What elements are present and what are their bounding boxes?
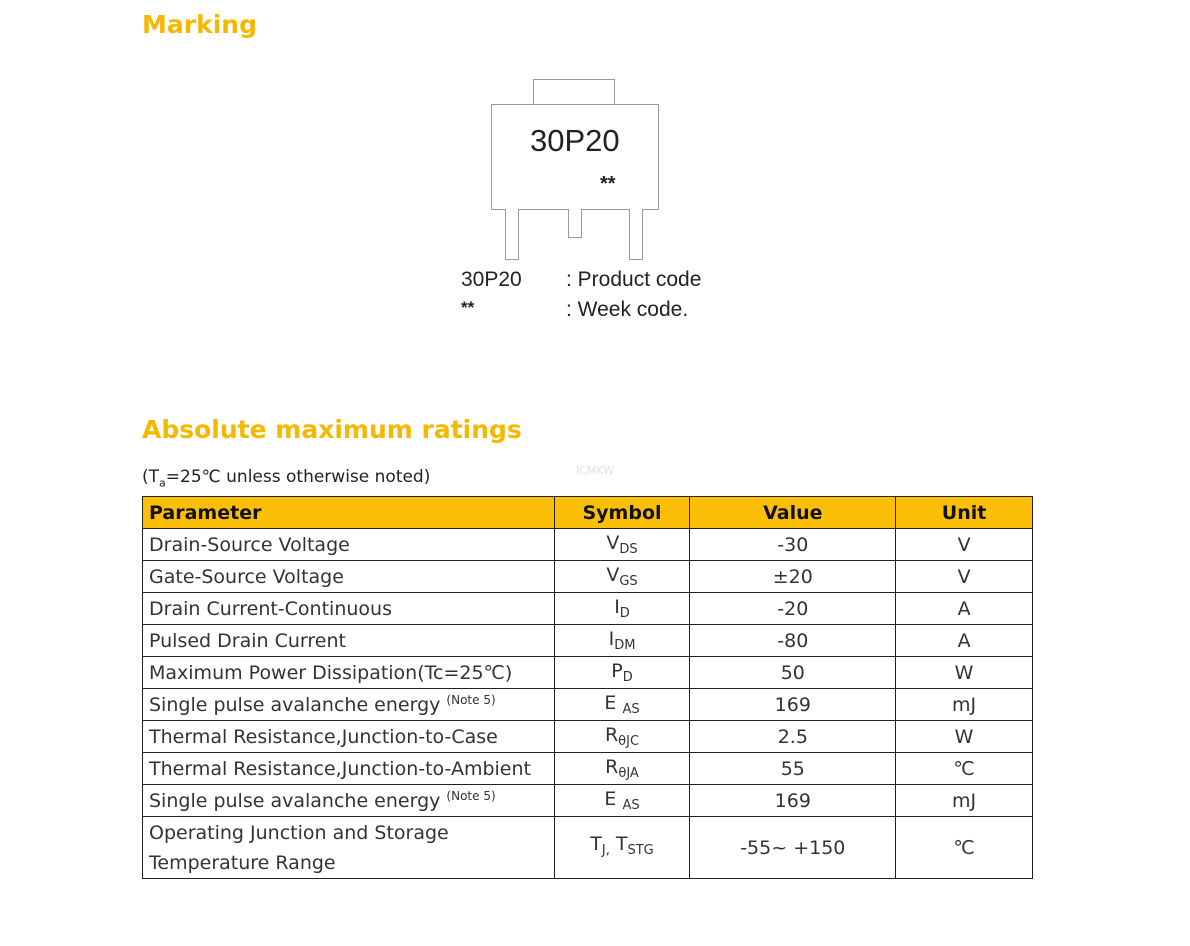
header-parameter: Parameter xyxy=(143,497,555,529)
table-header-row xyxy=(143,497,1033,529)
cell-unit: mJ xyxy=(896,689,1033,721)
legend-code-key: 30P20 xyxy=(461,268,522,291)
cell-symbol xyxy=(554,785,690,817)
symbol-sub: AS xyxy=(622,798,640,813)
table-row xyxy=(143,817,1033,879)
symbol-sub: AS xyxy=(622,702,640,717)
cell-unit: V xyxy=(896,561,1033,593)
cell-unit: A xyxy=(896,625,1033,657)
package-week-mark: ** xyxy=(600,173,616,195)
cell-parameter: Gate-Source Voltage xyxy=(143,561,555,593)
cell-symbol xyxy=(554,657,690,689)
legend-week-value: : Week code. xyxy=(566,298,689,321)
cell-value: -30 xyxy=(690,529,896,561)
symbol-sub: D xyxy=(622,670,633,685)
legend-code-value: : Product code xyxy=(566,268,702,291)
package-lead-middle xyxy=(568,209,582,238)
symbol-sub-2: STG xyxy=(627,843,654,858)
symbol-main: I xyxy=(614,596,620,618)
symbol-main-2: T xyxy=(615,833,628,855)
header-symbol: Symbol xyxy=(554,497,690,529)
symbol-main: T xyxy=(590,833,602,855)
conditions-suffix: =25℃ unless otherwise noted) xyxy=(165,467,431,487)
parameter-line-2: Temperature Range xyxy=(149,851,336,874)
marking-heading: Marking xyxy=(142,10,257,39)
parameter-text: Single pulse avalanche energy xyxy=(149,790,441,812)
cell-parameter: Drain-Source Voltage xyxy=(143,529,555,561)
package-lead-left xyxy=(505,209,519,260)
cell-value: -55~ +150 xyxy=(690,817,896,879)
conditions-note xyxy=(142,467,430,489)
symbol-main: V xyxy=(606,564,620,586)
table-row xyxy=(143,561,1033,593)
cell-parameter xyxy=(143,785,555,817)
conditions-sub: a xyxy=(159,476,166,490)
cell-value: ±20 xyxy=(690,561,896,593)
cell-value: 2.5 xyxy=(690,721,896,753)
symbol-main: I xyxy=(608,628,615,650)
symbol-sub: DM xyxy=(614,638,636,653)
table-row xyxy=(143,785,1033,817)
package-lead-right xyxy=(629,209,643,260)
table-row xyxy=(143,689,1033,721)
symbol-main: P xyxy=(611,660,623,682)
cell-parameter: Pulsed Drain Current xyxy=(143,625,555,657)
symbol-sub: θJC xyxy=(618,734,640,749)
header-unit: Unit xyxy=(896,497,1033,529)
note-reference: (Note 5) xyxy=(446,789,496,803)
cell-unit: W xyxy=(896,721,1033,753)
table-row xyxy=(143,625,1033,657)
symbol-main: E xyxy=(604,788,617,810)
symbol-sub: J, xyxy=(601,843,610,858)
cell-symbol xyxy=(554,753,690,785)
cell-symbol xyxy=(554,529,690,561)
cell-value: -20 xyxy=(690,593,896,625)
parameter-text: Single pulse avalanche energy xyxy=(149,694,441,716)
table-row xyxy=(143,593,1033,625)
cell-parameter: Maximum Power Dissipation(Tc=25℃) xyxy=(143,657,555,689)
symbol-sub: θJA xyxy=(618,766,639,781)
cell-unit: V xyxy=(896,529,1033,561)
symbol-main: V xyxy=(606,532,620,554)
cell-symbol xyxy=(554,721,690,753)
cell-unit: mJ xyxy=(896,785,1033,817)
cell-symbol xyxy=(554,689,690,721)
conditions-prefix: (T xyxy=(142,467,160,487)
note-reference: (Note 5) xyxy=(446,693,496,707)
parameter-line-1: Operating Junction and Storage xyxy=(149,821,449,844)
cell-value: -80 xyxy=(690,625,896,657)
symbol-main: R xyxy=(604,724,619,746)
cell-unit: A xyxy=(896,593,1033,625)
cell-symbol xyxy=(554,625,690,657)
table-row xyxy=(143,721,1033,753)
cell-symbol xyxy=(554,593,690,625)
symbol-main: R xyxy=(605,756,619,778)
symbol-sub: D xyxy=(619,606,630,621)
watermark: ICMKW xyxy=(576,464,615,477)
ratings-table xyxy=(142,496,1033,879)
ratings-heading: Absolute maximum ratings xyxy=(142,415,522,444)
cell-unit: W xyxy=(896,657,1033,689)
cell-parameter xyxy=(143,689,555,721)
cell-value: 55 xyxy=(690,753,896,785)
table-row xyxy=(143,753,1033,785)
cell-unit: ℃ xyxy=(896,817,1033,879)
table-row xyxy=(143,657,1033,689)
cell-parameter: Thermal Resistance,Junction-to-Ambient xyxy=(143,753,555,785)
cell-parameter: Thermal Resistance,Junction-to-Case xyxy=(143,721,555,753)
symbol-main: E xyxy=(604,692,617,714)
symbol-sub: GS xyxy=(619,574,638,589)
cell-value: 169 xyxy=(690,785,896,817)
cell-parameter: Drain Current-Continuous xyxy=(143,593,555,625)
cell-value: 50 xyxy=(690,657,896,689)
table-row xyxy=(143,529,1033,561)
cell-parameter xyxy=(143,817,555,879)
cell-unit: ℃ xyxy=(896,753,1033,785)
cell-symbol xyxy=(554,561,690,593)
symbol-sub: DS xyxy=(619,542,638,557)
package-body xyxy=(491,104,659,210)
cell-value: 169 xyxy=(690,689,896,721)
header-value: Value xyxy=(690,497,896,529)
legend-week-key: ** xyxy=(461,298,475,317)
cell-symbol xyxy=(554,817,690,879)
package-code-label: 30P20 xyxy=(530,123,620,158)
package-tab xyxy=(533,79,615,105)
